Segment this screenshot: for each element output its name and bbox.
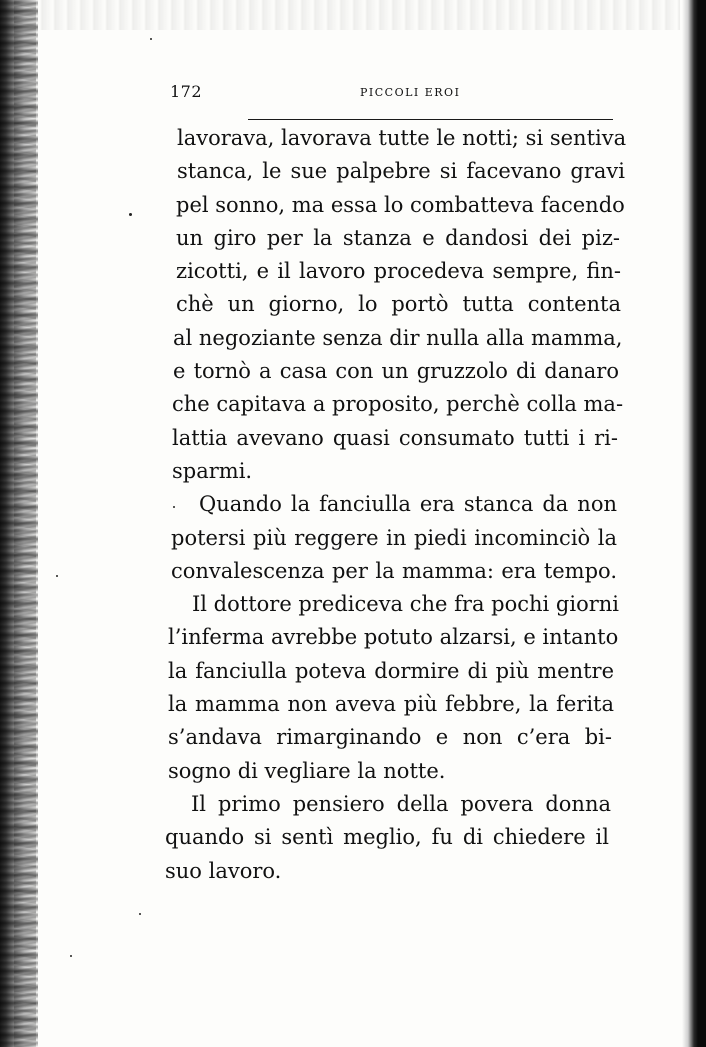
running-title: PICCOLI EROI (360, 86, 461, 99)
text-line: quando si sentì meglio, fu di chiedere il (165, 825, 609, 850)
paragraph (165, 122, 625, 488)
text-line: Quando la fanciulla era stanca da non (199, 492, 617, 517)
text-line: stanca, le sue palpebre si facevano gravi (177, 159, 625, 184)
text-line: l’inferma avrebbe potuto alzarsi, e intanto (168, 625, 619, 650)
text-line: suo lavoro. (165, 858, 282, 883)
text-line: la fanciulla poteva dormire di più mentre (168, 658, 614, 683)
scan-speck (150, 38, 152, 40)
scan-speck (173, 506, 175, 508)
paragraph (165, 788, 625, 888)
binding-speckle (14, 0, 36, 1047)
page-number: 172 (170, 82, 203, 101)
text-line: zicotti, e il lavoro procedeva sempre, fin- (176, 259, 621, 284)
paragraph (165, 588, 625, 788)
text-line: s’andava rimarginando e non c’era bi- (168, 725, 612, 750)
text-line: Il dottore prediceva che fra pochi giorni (192, 592, 619, 617)
text-line: al negoziante senza dir nulla alla mamma, (173, 325, 623, 350)
text-line: Il primo pensiero della povera donna (191, 791, 611, 816)
text-line: sparmi. (172, 458, 253, 483)
text-line: convalescenza per la mamma: era tempo. (171, 558, 617, 583)
scan-noise (40, 0, 680, 30)
text-line: pel sonno, ma essa lo combatteva facendo (176, 192, 625, 217)
scan-speck (56, 575, 58, 577)
body-text (165, 122, 625, 888)
scan-speck (139, 913, 141, 915)
text-line: la mamma non aveva più febbre, la ferita (168, 692, 614, 717)
header-rule (248, 119, 613, 120)
text-line: potersi più reggere in piedi incominciò la (171, 525, 617, 550)
paragraph (165, 488, 625, 588)
scan-speck (70, 955, 72, 957)
text-line: un giro per la stanza e dandosi dei piz- (176, 225, 620, 250)
page-header (170, 78, 615, 108)
text-line: chè un giorno, lo portò tutta contenta (176, 292, 621, 317)
right-page-edge (682, 0, 706, 1047)
text-line: lavorava, lavorava tutte le notti; si sentiva (177, 126, 627, 150)
text-line: che capitava a proposito, perchè colla ma- (172, 392, 624, 417)
text-line: e tornò a casa con un gruzzolo di danaro (173, 359, 619, 384)
text-line: lattia avevano quasi consumato tutti i ri- (172, 425, 618, 450)
text-line: sogno di vegliare la notte. (168, 758, 446, 783)
scan-speck (129, 213, 132, 216)
